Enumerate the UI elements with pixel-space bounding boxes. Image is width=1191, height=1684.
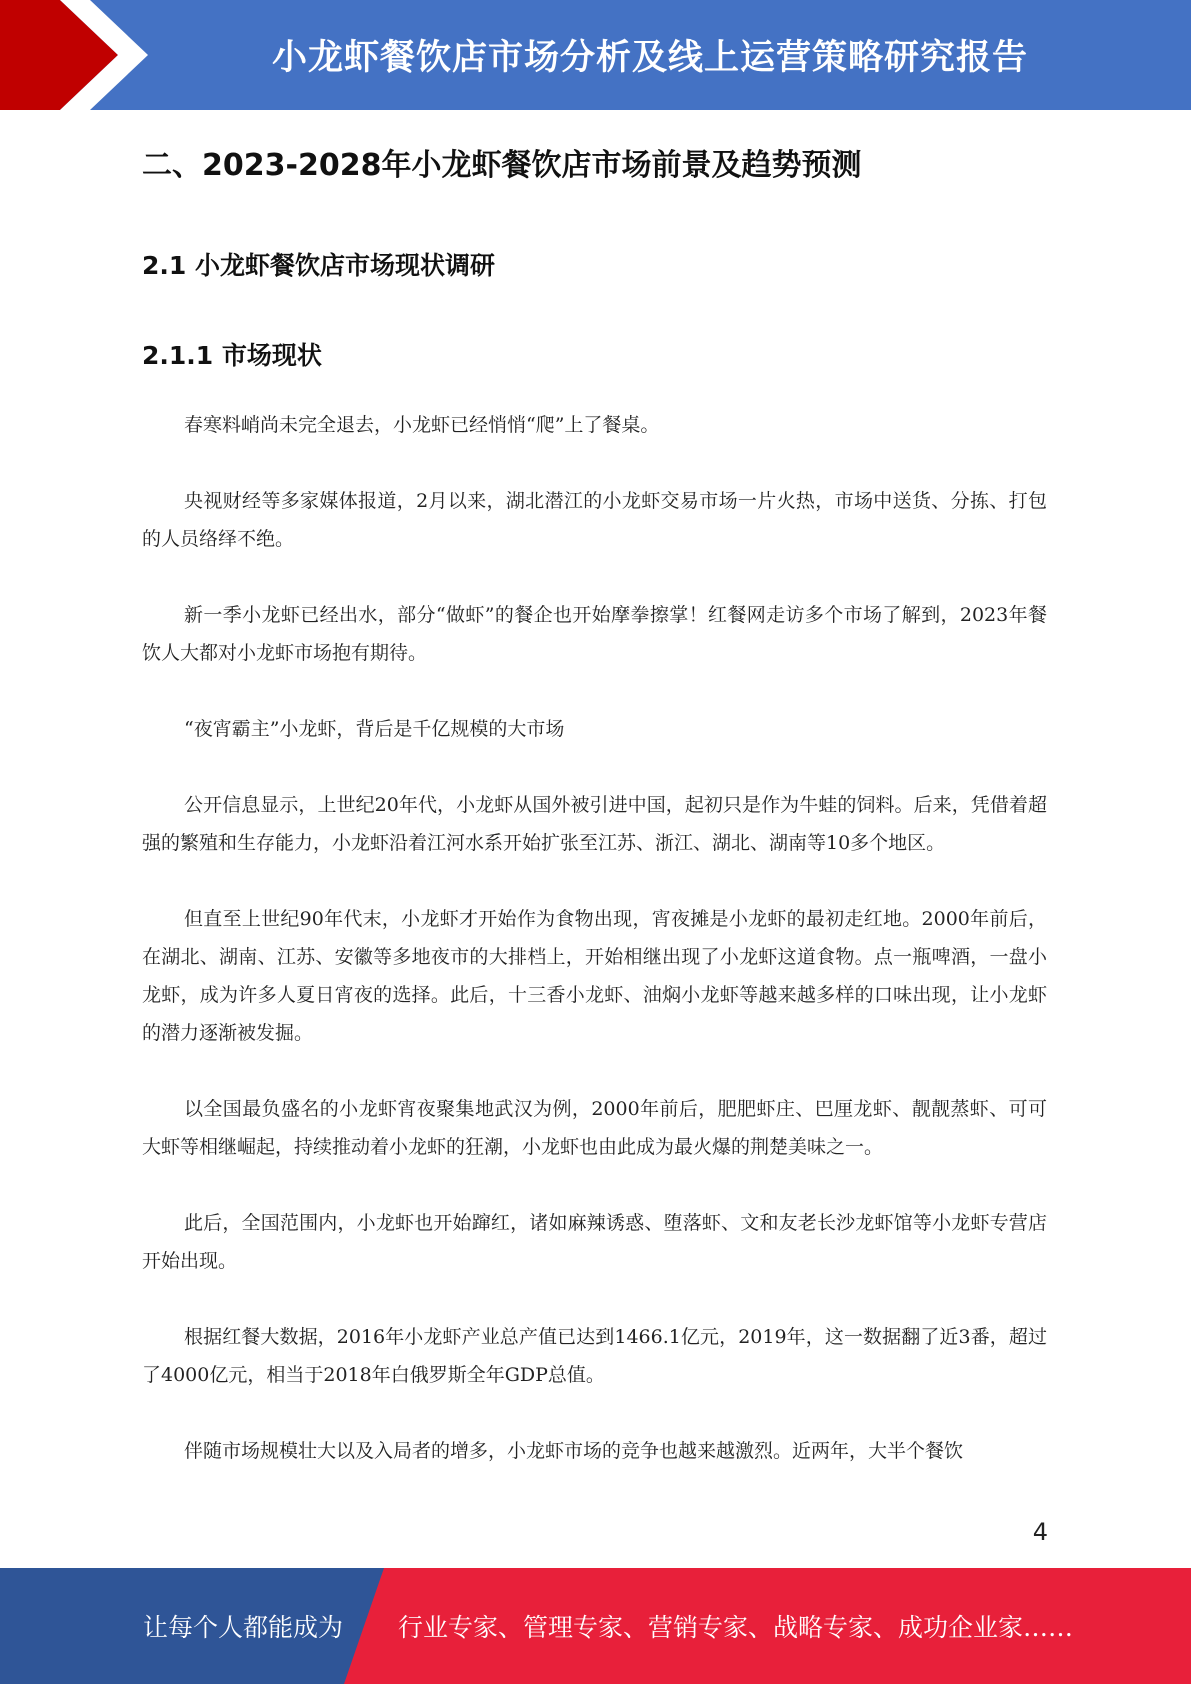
paragraph: 春寒料峭尚未完全退去，小龙虾已经悄悄“爬”上了餐桌。 [184, 414, 660, 436]
paragraph: 此后，全国范围内，小龙虾也开始蹿红，诸如麻辣诱惑、堕落虾、文和友老长沙龙虾馆等小龙虾专营店开始出现。 [142, 1212, 1047, 1272]
header-banner [0, 0, 1191, 110]
footer-banner [0, 1568, 1191, 1684]
paragraph: 根据红餐大数据，2016年小龙虾产业总产值已达到1466.1亿元，2019年，这一数据翻了近3番，超过了4000亿元，相当于2018年白俄罗斯全年GDP总值。 [142, 1326, 1047, 1386]
sub-sub-section-heading: 2.1.1 市场现状 [142, 341, 322, 370]
footer-slogan-left: 让每个人都能成为 [143, 1613, 344, 1642]
paragraph: “夜宵霸主”小龙虾，背后是千亿规模的大市场 [184, 718, 565, 740]
sub-section-heading: 2.1 小龙虾餐饮店市场现状调研 [142, 251, 495, 280]
paragraph: 新一季小龙虾已经出水，部分“做虾”的餐企也开始摩拳擦掌！红餐网走访多个市场了解到，2023年餐饮人大都对小龙虾市场抱有期待。 [142, 604, 1047, 664]
paragraph: 以全国最负盛名的小龙虾宵夜聚集地武汉为例，2000年前后，肥肥虾庄、巴厘龙虾、靓靓蒸虾、可可大虾等相继崛起，持续推动着小龙虾的狂潮，小龙虾也由此成为最火爆的荆楚美味之一。 [142, 1098, 1047, 1158]
footer-slogan-right: 行业专家、管理专家、营销专家、战略专家、成功企业家…… [398, 1613, 1074, 1642]
paragraph: 但直至上世纪90年代末，小龙虾才开始作为食物出现，宵夜摊是小龙虾的最初走红地。2000年前后，在湖北、湖南、江苏、安徽等多地夜市的大排档上，开始相继出现了小龙虾这道食物。点一瓶啤酒，一盘小龙虾，成为许多人夏日宵夜的选择。此后，十三香小龙虾、油焖小龙虾等越来越多样的口味出现，让小龙虾的潜力逐渐被发掘。 [142, 908, 1047, 1044]
paragraph: 央视财经等多家媒体报道，2月以来，湖北潜江的小龙虾交易市场一片火热，市场中送货、分拣、打包的人员络绎不绝。 [142, 490, 1047, 550]
body-content [142, 406, 1047, 1508]
report-title: 小龙虾餐饮店市场分析及线上运营策略研究报告 [271, 38, 1028, 78]
paragraph: 公开信息显示，上世纪20年代，小龙虾从国外被引进中国，起初只是作为牛蛙的饲料。后来，凭借着超强的繁殖和生存能力，小龙虾沿着江河水系开始扩张至江苏、浙江、湖北、湖南等10多个地区。 [142, 794, 1047, 854]
section-heading: 二、2023-2028年小龙虾餐饮店市场前景及趋势预测 [142, 148, 862, 183]
page-number: 4 [1032, 1518, 1048, 1546]
paragraph: 伴随市场规模壮大以及入局者的增多，小龙虾市场的竞争也越来越激烈。近两年，大半个餐饮 [184, 1440, 964, 1462]
